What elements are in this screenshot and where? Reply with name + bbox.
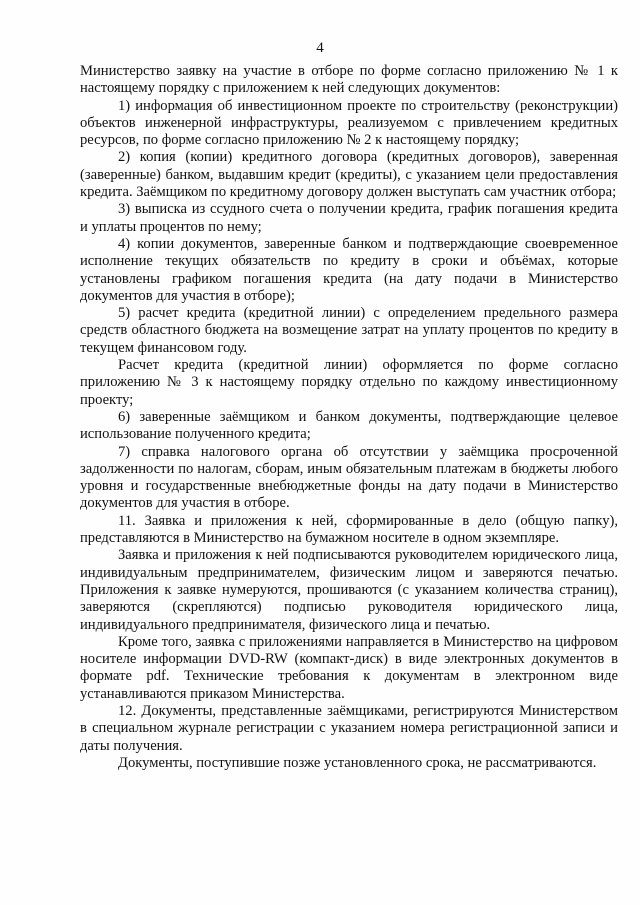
paragraph: Документы, поступившие позже установленного срока, не рассматриваются.	[118, 754, 597, 771]
paragraph: Кроме того, заявка с приложениями направляется в Министерство на цифровом носителе информации DVD-RW (компакт-диск) в виде электронных документов в формате pdf. Технические требования к документам в электронном виде устанавливаются приказом Министерства.	[80, 633, 618, 702]
paragraph: 6) заверенные заёмщиком и банком документы, подтверждающие целевое использование полученного кредита;	[80, 408, 618, 443]
paragraph: Министерство заявку на участие в отборе по форме согласно приложению № 1 к настоящему порядку с приложением к ней следующих документов:	[80, 63, 618, 97]
paragraph: 1) информация об инвестиционном проекте по строительству (реконструкции) объектов инженерной инфраструктуры, реализуемом с привлечением кредитных ресурсов, по форме согласно приложению № 2 к настоящему порядку;	[80, 97, 618, 149]
paragraph: 11. Заявка и приложения к ней, сформированные в дело (общую папку), представляются в Министерство на бумажном носителе в одном экземпляре.	[80, 512, 618, 547]
page-number: 4	[316, 40, 324, 56]
paragraph: 5) расчет кредита (кредитной линии) с определением предельного размера средств областного бюджета на возмещение затрат на уплату процентов по кредиту в текущем финансовом году.	[80, 305, 618, 356]
paragraph: Расчет кредита (кредитной линии) оформляется по форме согласно приложению № 3 к настоящему порядку отдельно по каждому инвестиционному проекту;	[80, 357, 618, 408]
document-body	[80, 63, 618, 772]
paragraph: 3) выписка из ссудного счета о получении кредита, график погашения кредита и уплаты процентов по нему;	[80, 201, 618, 235]
paragraph: 12. Документы, представленные заёмщиками, регистрируются Министерством в специальном журнале регистрации с указанием номера регистрационной записи и даты получения.	[80, 702, 618, 754]
paragraph: 4) копии документов, заверенные банком и подтверждающие своевременное исполнение текущих обязательств по кредиту в сроки и объёмах, которые установлены графиком погашения кредита (на дату подачи в Министерство документов для участия в отборе);	[80, 235, 618, 304]
paragraph: 2) копия (копии) кредитного договора (кредитных договоров), заверенная (заверенные) банком, выдавшим кредит (кредиты), с указанием цели предоставления кредита. Заёмщиком по кредитному договору должен выступать сам участник отбора;	[80, 149, 618, 201]
paragraph: 7) справка налогового органа об отсутствии у заёмщика просроченной задолженности по налогам, сборам, иным обязательным платежам в бюджеты любого уровня и государственные внебюджетные фонды на дату подачи в Министерство документов для участия в отборе.	[80, 443, 618, 512]
paragraph: Заявка и приложения к ней подписываются руководителем юридического лица, индивидуальным предпринимателем, физическим лицом и заверяются печатью. Приложения к заявке нумеруются, прошиваются (с указанием количества страниц), заверяются (скрепляются) подписью руководителя юридического лица, индивидуального предпринимателя, физического лица и печатью.	[80, 547, 618, 633]
